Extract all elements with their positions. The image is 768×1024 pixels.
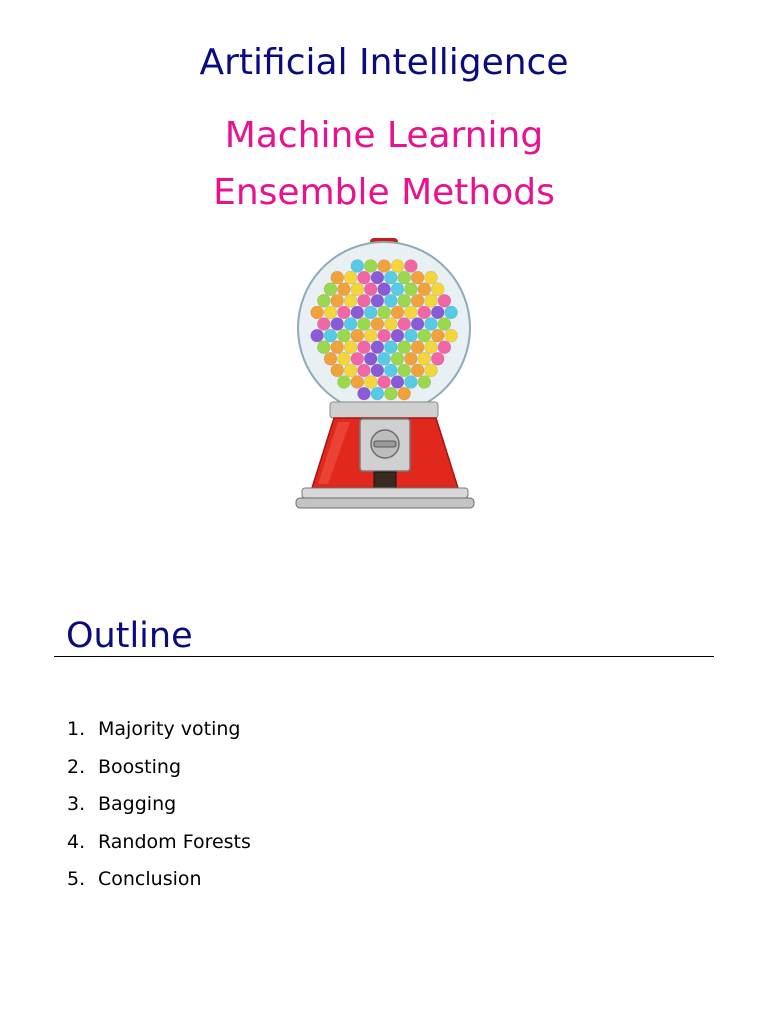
gumball: [418, 376, 431, 389]
gumball: [358, 318, 371, 331]
gumball: [431, 306, 444, 319]
gumball: [358, 364, 371, 377]
gumball: [418, 283, 431, 296]
outline-list: [67, 717, 251, 905]
gumball: [398, 318, 411, 331]
outline-item-number: 2.: [67, 755, 86, 778]
gumball: [324, 283, 337, 296]
outline-item-label: Random Forests: [98, 830, 251, 853]
slide-subtitle-line1: Machine Learning: [224, 115, 544, 156]
gumball: [338, 283, 351, 296]
gumball: [384, 341, 397, 354]
gumball: [338, 329, 351, 342]
gumball: [438, 341, 451, 354]
gumball: [344, 341, 357, 354]
gumball: [391, 306, 404, 319]
gumball: [411, 318, 424, 331]
gumball: [331, 341, 344, 354]
gumball: [324, 306, 337, 319]
gumball: [351, 306, 364, 319]
gumball: [378, 283, 391, 296]
gumball: [425, 364, 438, 377]
gumball: [378, 352, 391, 365]
gumball: [384, 271, 397, 284]
gumball: [371, 271, 384, 284]
outline-item-number: 3.: [67, 793, 86, 815]
gumball: [398, 364, 411, 377]
gumball: [398, 271, 411, 284]
gumball: [324, 352, 337, 365]
gumball: [384, 318, 397, 331]
gumball: [384, 294, 397, 307]
gumball: [411, 341, 424, 354]
gumball: [371, 318, 384, 331]
gumball: [351, 352, 364, 365]
outline-item-label: Conclusion: [98, 868, 202, 890]
gumball: [384, 387, 397, 400]
outline-item-number: 1.: [67, 718, 86, 740]
gumball: [391, 329, 404, 342]
outline-item: [67, 830, 251, 868]
gumball: [391, 352, 404, 365]
gumball: [378, 306, 391, 319]
gumball: [425, 294, 438, 307]
gumball: [344, 364, 357, 377]
gumball: [371, 341, 384, 354]
gumball: [311, 306, 324, 319]
gumball: [438, 294, 451, 307]
gumball: [331, 294, 344, 307]
gumball: [405, 306, 418, 319]
gumball: [405, 260, 418, 273]
gumball: [338, 306, 351, 319]
outline-item-label: Boosting: [98, 755, 182, 778]
outline-item-number: 4.: [67, 830, 86, 853]
gumball: [411, 364, 424, 377]
slide-title: Artificial Intelligence: [199, 42, 569, 83]
gumball: [338, 352, 351, 365]
gumball: [391, 260, 404, 273]
gumball: [317, 318, 330, 331]
gumball: [418, 352, 431, 365]
gumball: [431, 352, 444, 365]
gumball: [431, 283, 444, 296]
gumball: [364, 352, 377, 365]
gumball: [371, 387, 384, 400]
gumball: [317, 341, 330, 354]
outline-item-label: Bagging: [98, 793, 177, 815]
outline-slide: [0, 560, 768, 1024]
gumball: [351, 329, 364, 342]
gumball: [411, 271, 424, 284]
gumball: [445, 306, 458, 319]
gumball: [425, 318, 438, 331]
gumball: [358, 271, 371, 284]
gumball: [344, 318, 357, 331]
outline-heading: Outline: [66, 616, 193, 656]
gumball: [364, 283, 377, 296]
gumball: [431, 329, 444, 342]
gumball: [378, 260, 391, 273]
gumball: [371, 364, 384, 377]
gumball: [378, 376, 391, 389]
gumball: [344, 271, 357, 284]
gumball: [358, 341, 371, 354]
gumball: [378, 329, 391, 342]
gumball: [317, 294, 330, 307]
outline-item: [67, 717, 251, 755]
gumball: [364, 376, 377, 389]
gumball: [391, 376, 404, 389]
outline-item: [67, 867, 251, 905]
gumball: [398, 294, 411, 307]
gumball: [371, 294, 384, 307]
outline-item: [67, 792, 251, 830]
gumball: [418, 306, 431, 319]
gumball: [405, 352, 418, 365]
outline-item: [67, 755, 251, 793]
gumball: [398, 341, 411, 354]
gumball: [331, 318, 344, 331]
gumball: [358, 387, 371, 400]
gumball: [425, 271, 438, 284]
gumball: [344, 294, 357, 307]
heading-divider: [54, 656, 714, 657]
gumball: [351, 283, 364, 296]
gumball: [331, 364, 344, 377]
gumball: [425, 341, 438, 354]
gumball: [364, 260, 377, 273]
gumball: [331, 271, 344, 284]
gumball: [311, 329, 324, 342]
gumball: [338, 376, 351, 389]
gumball: [411, 294, 424, 307]
gumball: [398, 387, 411, 400]
gumball-machine-icon: [290, 232, 480, 514]
gumball: [358, 294, 371, 307]
outline-item-label: Majority voting: [98, 718, 241, 740]
gumball: [351, 260, 364, 273]
gumball: [438, 318, 451, 331]
gumball: [364, 329, 377, 342]
gumball: [445, 329, 458, 342]
gumball: [384, 364, 397, 377]
gumball: [405, 329, 418, 342]
gumball: [364, 306, 377, 319]
outline-item-number: 5.: [67, 868, 86, 890]
gumball: [324, 329, 337, 342]
gumball: [351, 376, 364, 389]
slide-subtitle-line2: Ensemble Methods: [213, 172, 555, 213]
gumball: [405, 376, 418, 389]
gumball: [418, 329, 431, 342]
gumball: [405, 283, 418, 296]
gumball: [391, 283, 404, 296]
